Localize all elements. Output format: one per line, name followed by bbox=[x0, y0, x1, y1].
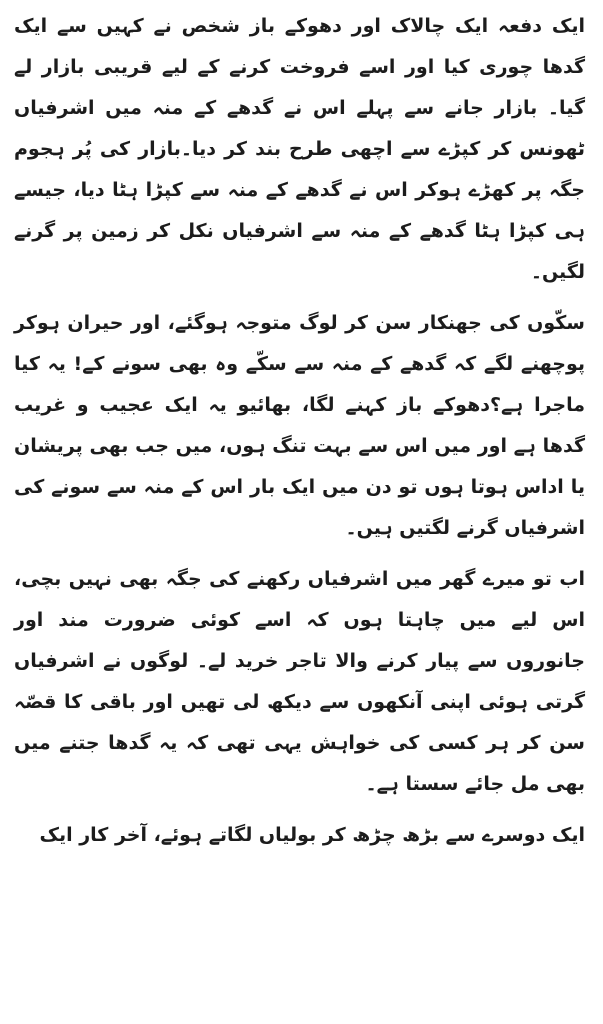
story-paragraph-4: ایک دوسرے سے بڑھ چڑھ کر بولیاں لگاتے ہوئے، آخر کار ایک bbox=[39, 824, 585, 846]
story-paragraph-2: سکّوں کی جھنکار سن کر لوگ متوجہ ہوگئے، اور حیران ہوکر پوچھنے لگے کہ گدھے کے منہ سے سکّے وہ بھی سونے کے! یہ کیا ماجرا ہے؟دھوکے باز کہنے لگا، بھائیو یہ ایک عجیب و غریب گدھا ہے اور میں اس سے بہت تنگ ہوں، میں جب بھی پریشان یا اداس ہوتا ہوں تو دن میں ایک بار اس کے منہ سے سونے کی اشرفیاں گرنے لگتیں ہیں۔ bbox=[14, 312, 585, 539]
story-paragraph-1: ایک دفعہ ایک چالاک اور دھوکے باز شخص نے کہیں سے ایک گدھا چوری کیا اور اسے فروخت کرنے کے لیے قریبی بازار لے گیا۔ بازار جانے سے پہلے اس نے گدھے کے منہ میں اشرفیاں ٹھونس کر کپڑے سے اچھی طرح بند کر دیا۔بازار کی پُر ہجوم جگہ پر کھڑے ہوکر اس نے گدھے کے منہ سے کپڑا ہٹا دیا، جیسے ہی کپڑا ہٹا گدھے کے منہ سے اشرفیاں نکل کر زمین پر گرنے لگیں۔ bbox=[14, 15, 585, 283]
story-paragraph-3: اب تو میرے گھر میں اشرفیاں رکھنے کی جگہ بھی نہیں بچی، اس لیے میں چاہتا ہوں کہ اسے کوئی ضرورت مند اور جانوروں سے پیار کرنے والا تاجر خرید لے۔ لوگوں نے اشرفیاں گرتی ہوئی اپنی آنکھوں سے دیکھ لی تھیں اور باقی کا قصّہ سن کر ہر کسی کی خواہش یہی تھی کہ یہ گدھا جتنے میں بھی مل جائے سستا ہے۔ bbox=[14, 568, 585, 795]
